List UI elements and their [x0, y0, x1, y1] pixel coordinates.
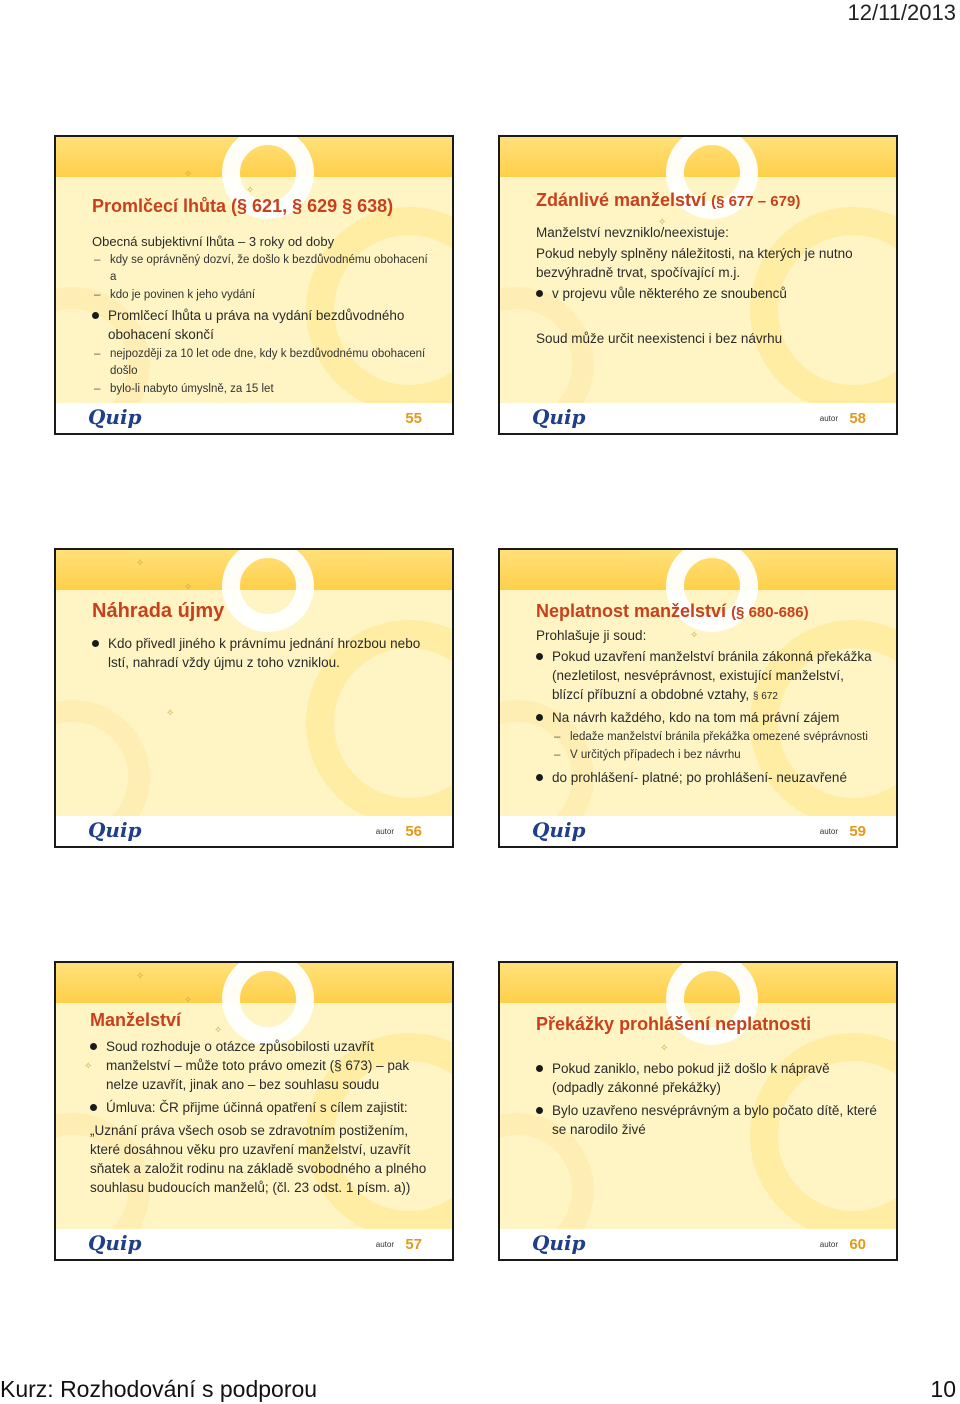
sparkle-icon: ✧	[660, 1043, 669, 1054]
sparkle-icon: ✧	[136, 971, 145, 982]
sparkle-icon: ✧	[690, 630, 699, 641]
quip-logo: Quip	[88, 1231, 142, 1255]
slide-59	[498, 548, 898, 848]
sub-bullet: – nejpozději za 10 let ode dne, kdy k bezdůvodnému obohacení došlo	[76, 346, 434, 380]
slide-number: 56	[405, 823, 422, 840]
page-date: 12/11/2013	[847, 0, 956, 25]
quote-text: „Uznání práva všech osob se zdravotním postižením, které dosáhnou věku pro uzavření manželství, uzavřít sňatek a založit rodinu na základě svobodného a plného souhlasu budoucích manželů; (čl. 23 odst. 1 písm. a))	[90, 1123, 427, 1195]
author-label: autor	[819, 827, 838, 836]
slide-title-main: Zdánlivé manželství	[536, 190, 707, 210]
bullet: Bylo uzavřeno nesvéprávným a bylo počato dítě, které se narodilo živé	[536, 1101, 878, 1139]
slide-content	[90, 1009, 434, 1225]
slide-top-bar	[500, 137, 896, 177]
slide-number: 59	[849, 823, 866, 840]
slide-content	[536, 189, 878, 399]
page-number: 10	[930, 1376, 956, 1402]
slide-number: 55	[405, 410, 422, 427]
author-label: autor	[375, 827, 394, 836]
slide-title: Překážky prohlášení neplatnosti	[536, 1014, 812, 1034]
bullet-reference: § 672	[752, 691, 778, 702]
quip-logo: Quip	[88, 405, 142, 429]
bullet: Na návrh každého, kdo na tom má právní zájem	[536, 708, 878, 727]
slide-title	[536, 189, 878, 213]
sparkle-icon: ✧	[136, 558, 145, 569]
slide-title	[536, 600, 878, 624]
bullet: Kdo přivedl jiného k právnímu jednání hrozbou nebo lstí, nahradí vždy újmu z toho vzniklou.	[92, 634, 434, 672]
author-label: autor	[819, 414, 838, 423]
slide-content	[92, 600, 434, 812]
author-label: autor	[819, 1240, 838, 1249]
quip-logo: Quip	[532, 1231, 586, 1255]
slide-57	[54, 961, 454, 1261]
sparkle-icon: ✧	[84, 1061, 93, 1072]
slide-number: 57	[405, 1236, 422, 1253]
author-label: autor	[375, 1240, 394, 1249]
bullet: Pokud zaniklo, nebo pokud již došlo k nápravě (odpadly zákonné překážky)	[536, 1059, 878, 1097]
bullet	[536, 647, 878, 706]
slide-title: Manželství	[90, 1010, 182, 1030]
sub-bullet: – ledaže manželství bránila překážka omezené svéprávnosti	[536, 729, 878, 746]
slide-content	[92, 195, 434, 399]
slide-content	[536, 600, 878, 812]
slide-top-bar	[56, 963, 452, 1003]
slide-title: Náhrada újmy	[92, 600, 225, 622]
slide-title-main: Neplatnost manželství	[536, 601, 727, 621]
slide-top-bar	[56, 550, 452, 590]
slide-text: Obecná subjektivní lhůta – 3 roky od doby	[92, 234, 335, 249]
sparkle-icon: ✧	[214, 1025, 223, 1036]
quip-logo: Quip	[88, 818, 142, 842]
slide-top-bar	[500, 963, 896, 1003]
slide-60	[498, 961, 898, 1261]
bullet: v projevu vůle některého ze snoubenců	[536, 284, 878, 303]
sub-bullet: – kdy se oprávněný dozví, že došlo k bezdůvodnému obohacení a	[76, 252, 434, 286]
slide-number: 58	[849, 410, 866, 427]
bullet: Úmluva: ČR přijme účinná opatření s cílem zajistit:	[90, 1098, 434, 1117]
bullet-text: Pokud uzavření manželství bránila zákonná překážka (nezletilost, nesvéprávnost, existující manželství, blízcí příbuzní a obdobné vztahy,	[552, 649, 872, 702]
slide-top-bar	[500, 550, 896, 590]
quip-logo: Quip	[532, 818, 586, 842]
slide-title: Promlčecí lhůta (§ 621, § 629 § 638)	[92, 196, 394, 216]
slide-content	[536, 1013, 878, 1225]
quip-logo: Quip	[532, 405, 586, 429]
sparkle-icon: ✧	[246, 185, 255, 196]
slide-number: 60	[849, 1236, 866, 1253]
sparkle-icon: ✧	[184, 169, 193, 180]
bullet: Promlčecí lhůta u práva na vydání bezdůvodného obohacení skončí	[92, 306, 434, 344]
slide-title-reference: (§ 680-686)	[731, 604, 809, 621]
sparkle-icon: ✧	[658, 217, 667, 228]
slide-56	[54, 548, 454, 848]
slide-text: Pokud nebyly splněny náležitosti, na kterých je nutno bezvýhradně trvat, spočívající m.j.	[536, 246, 853, 280]
course-footer: Kurz: Rozhodování s podporou	[0, 1376, 318, 1402]
slide-text: Manželství nevzniklo/neexistuje:	[536, 225, 729, 240]
slide-text: Prohlašuje ji soud:	[536, 628, 647, 643]
sparkle-icon: ✧	[166, 708, 175, 719]
sparkle-icon: ✧	[184, 582, 193, 593]
bullet: Soud rozhoduje o otázce způsobilosti uzavřít manželství – může toto právo omezit (§ 673) – pak nelze uzavřít, jinak ano – bez souhlasu soudu	[90, 1037, 434, 1094]
sub-bullet: – V určitých případech i bez návrhu	[536, 747, 878, 764]
sub-bullet: – bylo-li nabyto úmyslně, za 15 let	[76, 381, 434, 398]
slide-55	[54, 135, 454, 435]
slide-top-bar	[56, 137, 452, 177]
slide-title-reference: (§ 677 – 679)	[711, 193, 801, 210]
sparkle-icon: ✧	[184, 995, 193, 1006]
sub-bullet: – kdo je povinen k jeho vydání	[76, 287, 434, 304]
slide-text: Soud může určit neexistenci i bez návrhu	[536, 331, 783, 346]
slide-58	[498, 135, 898, 435]
bullet: do prohlášení- platné; po prohlášení- neuzavřené	[536, 768, 878, 787]
